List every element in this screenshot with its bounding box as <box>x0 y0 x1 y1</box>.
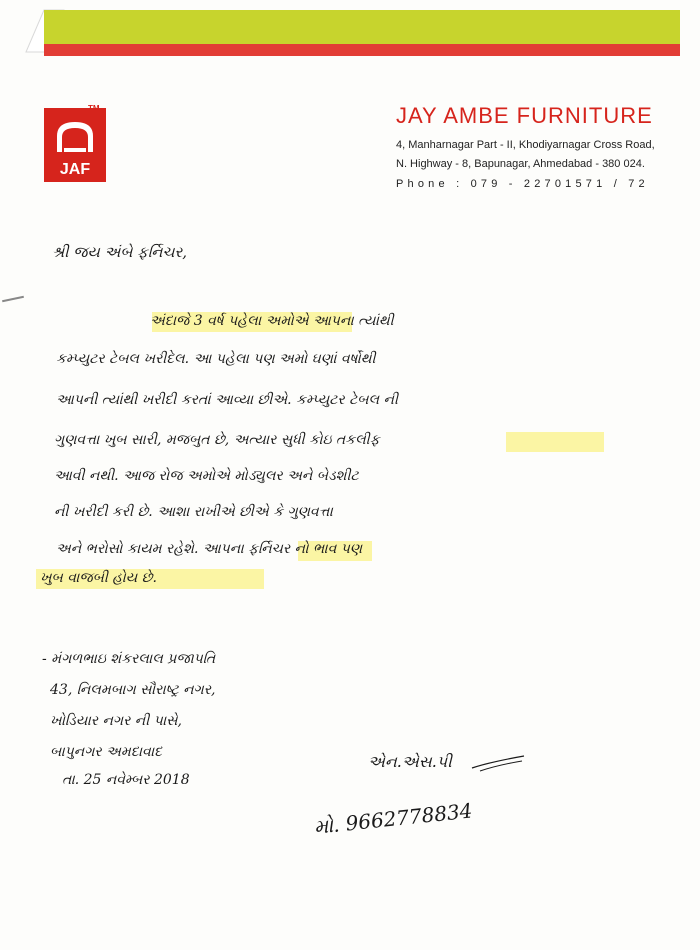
mobile-number: મો. 9662778834 <box>312 798 474 839</box>
letter-date: તા. 25 નવેમ્બર 2018 <box>62 772 190 788</box>
trademark-mark: TM <box>88 104 100 113</box>
header-green-band <box>44 10 680 44</box>
body-line: આવી નથી. આજ રોજ અમોએ મોડ્યુલર અને બેડશીટ <box>54 468 359 484</box>
phone-number: Phone : 079 - 22701571 / 72 <box>396 178 649 190</box>
address-line-2: N. Highway - 8, Bapunagar, Ahmedabad - 380 024. <box>396 158 645 170</box>
sender-address-line: બાપુનગર અમદાવાદ <box>50 744 162 760</box>
logo-text: JAF <box>59 161 91 178</box>
body-line: અને ભરોસો કાયમ રહેશે. આપના ફર્નિચર નો ભાવ પણ <box>56 541 363 557</box>
sender-address-line: ખોડિયાર નગર ની પાસે, <box>50 713 182 729</box>
sender-name: - મંગળભાઇ શંકરલાલ પ્રજાપતિ <box>42 651 216 667</box>
salutation: શ્રી જય અંબે ફર્નિચર, <box>52 243 187 261</box>
body-line: કમ્પ્યુટર ટેબલ ખરીદેલ. આ પહેલા પણ અમો ઘણાં વર્ષોથી <box>56 351 376 367</box>
highlight-stroke <box>506 432 604 452</box>
header-red-band <box>44 44 680 56</box>
body-line: આપની ત્યાંથી ખરીદી કરતાં આવ્યા છીએ. કમ્પ્યુટર ટેબલ ની <box>56 392 398 408</box>
company-logo <box>44 108 106 182</box>
company-name: JAY AMBE FURNITURE <box>396 103 653 128</box>
signature-underline <box>470 752 526 772</box>
body-line: ગુણવત્તા ખુબ સારી, મજબુત છે, અત્યાર સુધી કોઇ તકલીફ <box>54 432 380 448</box>
body-line: અંદાજે 3 વર્ષ પહેલા અમોએ આપના ત્યાંથી <box>150 313 394 329</box>
sender-address-line: 43, નિલમબાગ સૌરાષ્ટ્ર નગર, <box>50 682 216 698</box>
address-line-1: 4, Manharnagar Part - II, Khodiyarnagar Cross Road, <box>396 139 655 151</box>
signature: એન.એસ.પી <box>368 752 452 771</box>
hole-punch-mark <box>2 296 24 303</box>
body-line: ખુબ વાજબી હોય છે. <box>40 570 157 586</box>
body-line: ની ખરીદી કરી છે. આશા રાખીએ છીએ કે ગુણવત્તા <box>54 504 333 520</box>
